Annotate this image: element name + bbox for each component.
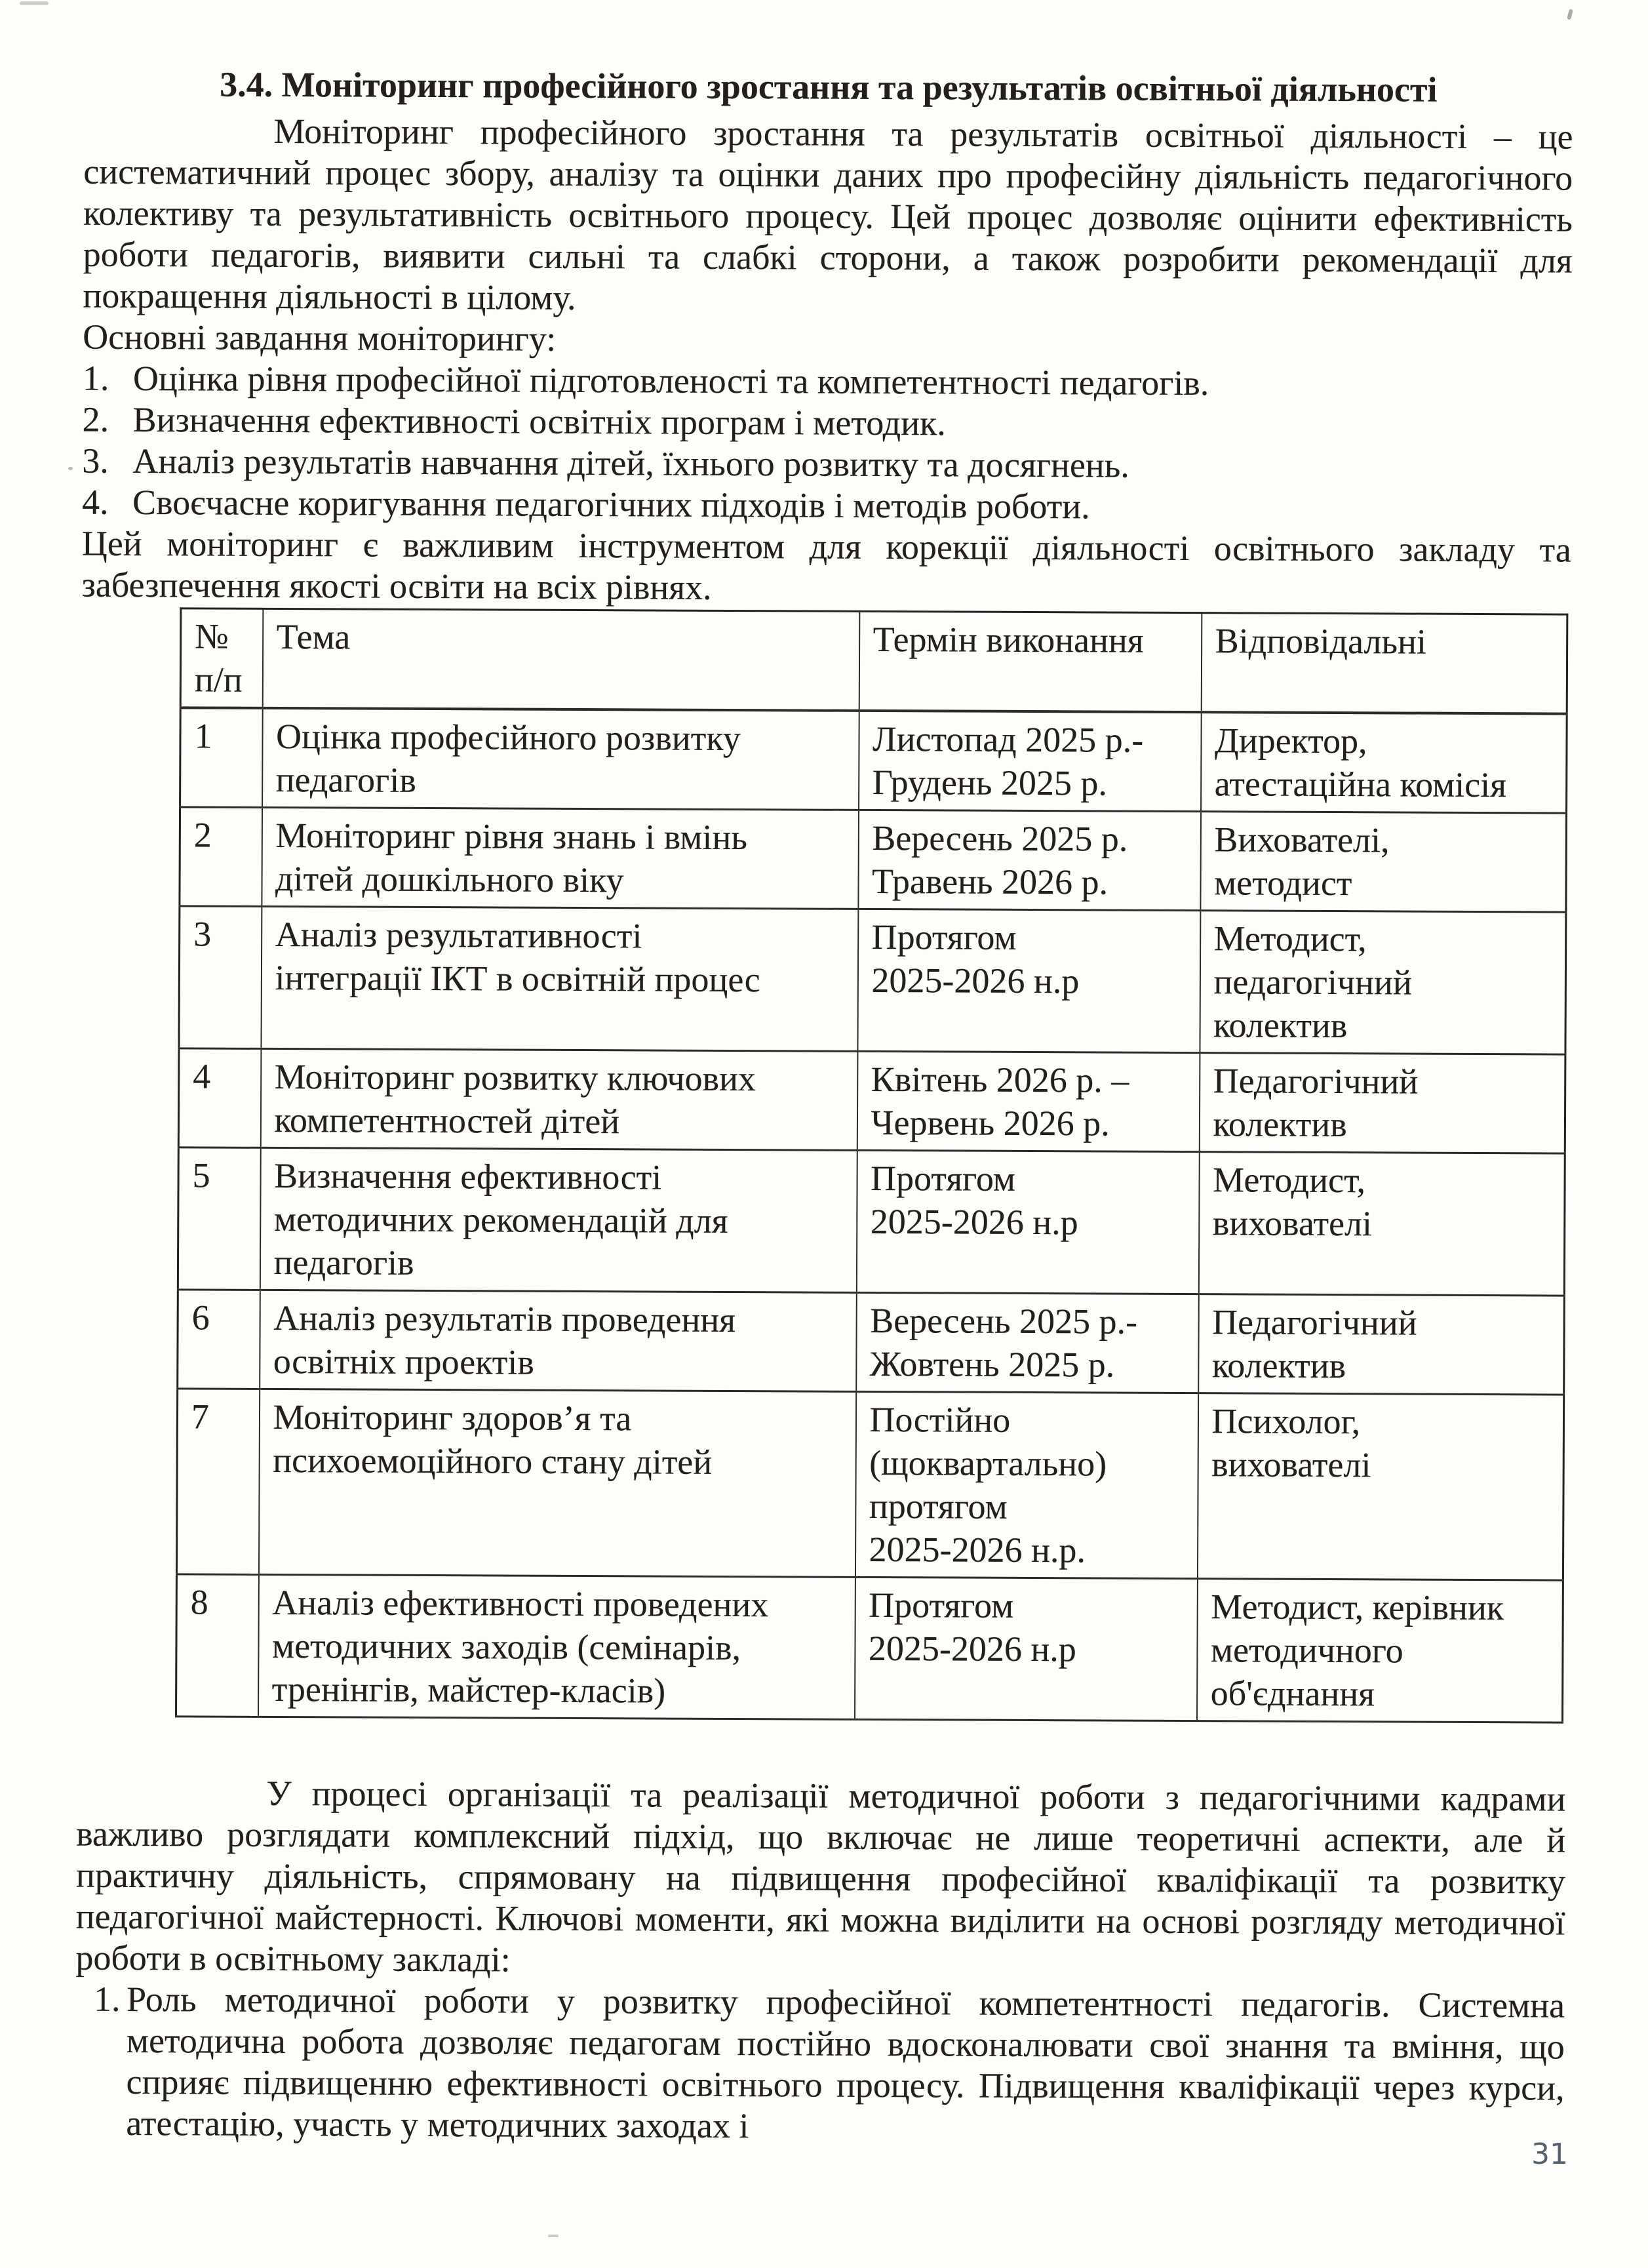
header-cell-topic: Тема bbox=[262, 608, 859, 710]
cell-responsible: Психолог, вихователі bbox=[1197, 1393, 1563, 1580]
table-row bbox=[180, 807, 1567, 912]
cell-responsible: Методист, вихователі bbox=[1198, 1152, 1565, 1296]
cell-term: Протягом 2025-2026 н.р bbox=[854, 1577, 1197, 1721]
cell-term: Вересень 2025 р. Травень 2026 р. bbox=[858, 810, 1201, 910]
cell-term: Протягом 2025-2026 н.р bbox=[856, 1150, 1199, 1294]
cell-number: 2 bbox=[180, 807, 262, 907]
note-paragraph: Цей моніторинг є важливим інструментом для корекції діяльності освітнього закладу та забезпечення якості освіти на всіх рівнях. bbox=[81, 523, 1571, 607]
cell-responsible: Методист, керівник методичного об'єднання bbox=[1196, 1579, 1563, 1722]
table-row bbox=[180, 707, 1567, 813]
cell-number: 1 bbox=[180, 707, 263, 807]
cell-term: Квітень 2026 р. – Червень 2026 р. bbox=[857, 1051, 1200, 1151]
closing-list-item bbox=[75, 1979, 1565, 2151]
cell-responsible: Методист, педагогічний колектив bbox=[1200, 911, 1566, 1054]
document-content bbox=[75, 64, 1573, 2151]
task-text: Визначення ефективності освітніх програм і методик. bbox=[132, 400, 946, 443]
header-cell-responsible: Відповідальні bbox=[1201, 613, 1567, 714]
scan-artifact bbox=[1567, 9, 1573, 20]
table-row bbox=[179, 906, 1566, 1054]
cell-topic: Визначення ефективності методичних рекомендацій для педагогів bbox=[260, 1147, 857, 1292]
table-row bbox=[178, 1048, 1565, 1153]
cell-topic: Оцінка професійного розвитку педагогів bbox=[262, 708, 859, 810]
cell-term: Протягом 2025-2026 н.р bbox=[857, 909, 1200, 1052]
closing-paragraph: У процесі організації та реалізації методичної роботи з педагогічними кадрами важливо розглядати комплексний підхід, що включає не лише теоретичні аспекти, але й практичну діяльність, спрямовану на підвищення професійної кваліфікації та розвитку педагогічної майстерності. Ключові моменти, які можна виділити на основі розгляду методичної роботи в освітньому закладі: bbox=[75, 1773, 1566, 1980]
table-row bbox=[176, 1389, 1563, 1580]
cell-responsible: Директор, атестаційна комісія bbox=[1201, 712, 1567, 813]
monitoring-plan-table bbox=[175, 607, 1568, 1723]
cell-topic: Моніторинг рівня знань і вмінь дітей дошкільного віку bbox=[262, 807, 859, 909]
task-list-item bbox=[82, 399, 1571, 447]
cell-topic: Моніторинг здоров’я та психоемоційного стану дітей bbox=[258, 1389, 855, 1577]
scan-artifact bbox=[20, 1, 49, 5]
scan-artifact bbox=[548, 2235, 559, 2237]
cell-term: Постійно (щоквартально) протягом 2025-2026 н.р. bbox=[855, 1391, 1198, 1578]
cell-topic: Аналіз результативності інтеграції ІКТ в освітній процес bbox=[261, 906, 858, 1051]
cell-number: 6 bbox=[178, 1290, 260, 1389]
section-title: 3.4. Моніторинг професійного зростання та результатів освітньої діяльності bbox=[220, 64, 1438, 109]
cell-term: Вересень 2025 р.- Жовтень 2025 р. bbox=[856, 1292, 1199, 1393]
cell-number: 3 bbox=[179, 906, 262, 1049]
intro-paragraph: Моніторинг професійного зростання та результатів освітньої діяльності – це систематичний процес збору, аналізу та оцінки даних про професійну діяльність педагогічного колективу та результативність освітнього процесу. Цей процес дозволяє оцінити ефективність роботи педагогів, виявити сильні та слабкі сторони, а також розробити рекомендації для покращення діяльності в цілому. bbox=[83, 111, 1573, 317]
cell-topic: Аналіз ефективності проведених методичних заходів (семінарів, тренінгів, майстер-класів) bbox=[258, 1574, 855, 1719]
task-number: 1. bbox=[82, 358, 109, 398]
tasks-heading: Основні завдання моніторингу: bbox=[83, 317, 557, 359]
task-number: 2. bbox=[82, 399, 109, 439]
closing-item-text: Роль методичної роботи у розвитку професійної компетентності педагогів. Системна методична робота дозволяє педагогам постійно вдосконалювати свої знання та вміння, що сприяє підвищенню ефективності освітнього процесу. Підвищення кваліфікації через курси, атестацію, участь у методичних заходах і bbox=[126, 1980, 1565, 2146]
task-list-item bbox=[83, 358, 1572, 406]
cell-topic: Моніторинг розвитку ключових компетентностей дітей bbox=[260, 1048, 857, 1150]
cell-term: Листопад 2025 р.- Грудень 2025 р. bbox=[859, 711, 1202, 812]
cell-responsible: Вихователі, методист bbox=[1200, 812, 1567, 912]
task-text: Своєчасне коригування педагогічних підходів і методів роботи. bbox=[132, 483, 1090, 527]
closing-item-number: 1. bbox=[93, 1979, 121, 2019]
task-number: 3. bbox=[82, 441, 109, 481]
table-row bbox=[178, 1147, 1565, 1296]
task-number: 4. bbox=[81, 482, 109, 522]
scan-artifact bbox=[68, 467, 73, 470]
table-row bbox=[176, 1574, 1563, 1722]
cell-responsible: Педагогічний колектив bbox=[1199, 1053, 1565, 1153]
cell-number: 8 bbox=[176, 1574, 259, 1717]
cell-number: 7 bbox=[176, 1389, 259, 1575]
task-text: Оцінка рівня професійної підготовленості та компетентності педагогів. bbox=[132, 359, 1209, 403]
task-text: Аналіз результатів навчання дітей, їхнього розвитку та досягнень. bbox=[132, 441, 1130, 485]
task-list-item bbox=[82, 441, 1571, 488]
cell-number: 5 bbox=[178, 1147, 260, 1290]
task-list-item bbox=[82, 482, 1571, 530]
table-row bbox=[178, 1290, 1565, 1395]
table-header-row bbox=[180, 608, 1567, 714]
cell-responsible: Педагогічний колектив bbox=[1198, 1294, 1565, 1395]
page-number: 31 bbox=[1531, 2138, 1568, 2171]
header-cell-term: Термін виконання bbox=[859, 611, 1202, 712]
cell-number: 4 bbox=[178, 1048, 261, 1148]
header-cell-number: № п/п bbox=[180, 608, 263, 708]
cell-topic: Аналіз результатів проведення освітніх проектів bbox=[260, 1290, 857, 1391]
